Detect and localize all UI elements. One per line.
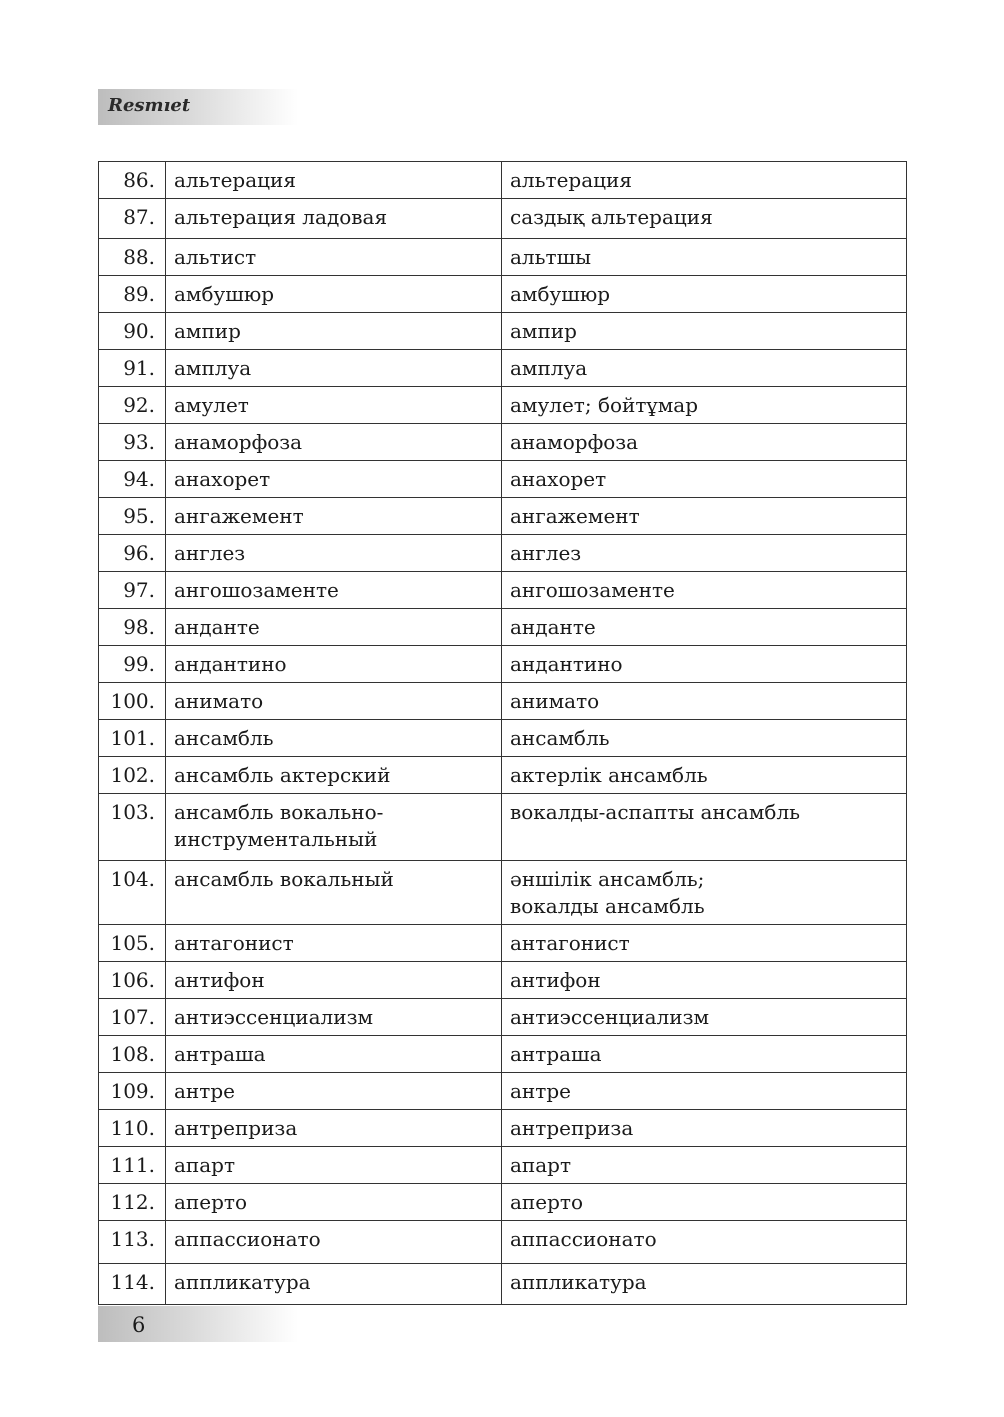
entry-number: 97.: [99, 572, 166, 609]
table-row: [99, 925, 907, 962]
russian-term: анаморфоза: [166, 424, 502, 461]
table-row: [99, 720, 907, 757]
table-row: [99, 683, 907, 720]
running-header-title: Resmıet: [108, 95, 191, 116]
kazakh-term: ангажемент: [502, 498, 907, 535]
table-row: [99, 572, 907, 609]
table-row: [99, 1110, 907, 1147]
table-row: [99, 424, 907, 461]
russian-term: анахорет: [166, 461, 502, 498]
entry-number: 107.: [99, 999, 166, 1036]
russian-term: андантино: [166, 646, 502, 683]
russian-term: ансамбль актерский: [166, 757, 502, 794]
table-row: [99, 794, 907, 861]
kazakh-term: антагонист: [502, 925, 907, 962]
kazakh-term: әншілік ансамбль; вокалды ансамбль: [502, 861, 907, 925]
entry-number: 86.: [99, 162, 166, 199]
kazakh-term: аперто: [502, 1184, 907, 1221]
table-row: [99, 461, 907, 498]
entry-number: 103.: [99, 794, 166, 861]
table-row: [99, 162, 907, 199]
kazakh-term: саздық альтерация: [502, 199, 907, 239]
glossary-table-body: [99, 162, 907, 1305]
entry-number: 106.: [99, 962, 166, 999]
russian-term: антреприза: [166, 1110, 502, 1147]
russian-term: ансамбль вокально- инструментальный: [166, 794, 502, 861]
kazakh-term: альтшы: [502, 239, 907, 276]
russian-term: амулет: [166, 387, 502, 424]
entry-number: 98.: [99, 609, 166, 646]
russian-term: антраша: [166, 1036, 502, 1073]
entry-number: 96.: [99, 535, 166, 572]
kazakh-term: ансамбль: [502, 720, 907, 757]
russian-term: альтист: [166, 239, 502, 276]
kazakh-term: антифон: [502, 962, 907, 999]
table-row: [99, 313, 907, 350]
kazakh-term: ампир: [502, 313, 907, 350]
kazakh-term: антраша: [502, 1036, 907, 1073]
kazakh-term: анимато: [502, 683, 907, 720]
entry-number: 92.: [99, 387, 166, 424]
russian-term: аппассионато: [166, 1221, 502, 1264]
russian-term: антиэссенциализм: [166, 999, 502, 1036]
russian-term: альтерация ладовая: [166, 199, 502, 239]
kazakh-term: альтерация: [502, 162, 907, 199]
table-row: [99, 1036, 907, 1073]
kazakh-term: апарт: [502, 1147, 907, 1184]
kazakh-term: амплуа: [502, 350, 907, 387]
kazakh-term: аппассионато: [502, 1221, 907, 1264]
glossary-table: [98, 161, 907, 1305]
russian-term: антагонист: [166, 925, 502, 962]
entry-number: 88.: [99, 239, 166, 276]
russian-term: анимато: [166, 683, 502, 720]
russian-term: ампир: [166, 313, 502, 350]
table-row: [99, 199, 907, 239]
entry-number: 102.: [99, 757, 166, 794]
entry-number: 104.: [99, 861, 166, 925]
russian-term: антифон: [166, 962, 502, 999]
table-row: [99, 535, 907, 572]
table-row: [99, 962, 907, 999]
table-row: [99, 350, 907, 387]
table-row: [99, 1184, 907, 1221]
entry-number: 90.: [99, 313, 166, 350]
kazakh-term: антре: [502, 1073, 907, 1110]
entry-number: 89.: [99, 276, 166, 313]
entry-number: 99.: [99, 646, 166, 683]
kazakh-term: амбушюр: [502, 276, 907, 313]
entry-number: 114.: [99, 1264, 166, 1305]
kazakh-term: ангошозаменте: [502, 572, 907, 609]
table-row: [99, 609, 907, 646]
entry-number: 91.: [99, 350, 166, 387]
kazakh-term: аппликатура: [502, 1264, 907, 1305]
footer-band: [98, 1306, 298, 1342]
kazakh-term: антреприза: [502, 1110, 907, 1147]
russian-term: ангажемент: [166, 498, 502, 535]
kazakh-term: амулет; бойтұмар: [502, 387, 907, 424]
russian-term: амбушюр: [166, 276, 502, 313]
russian-term: апарт: [166, 1147, 502, 1184]
table-row: [99, 646, 907, 683]
russian-term: аппликатура: [166, 1264, 502, 1305]
kazakh-term: анданте: [502, 609, 907, 646]
table-row: [99, 1221, 907, 1264]
entry-number: 109.: [99, 1073, 166, 1110]
russian-term: амплуа: [166, 350, 502, 387]
table-row: [99, 387, 907, 424]
kazakh-term: андантино: [502, 646, 907, 683]
table-row: [99, 999, 907, 1036]
table-row: [99, 1147, 907, 1184]
table-row: [99, 239, 907, 276]
table-row: [99, 498, 907, 535]
entry-number: 101.: [99, 720, 166, 757]
entry-number: 93.: [99, 424, 166, 461]
table-row: [99, 276, 907, 313]
entry-number: 95.: [99, 498, 166, 535]
entry-number: 108.: [99, 1036, 166, 1073]
kazakh-term: англез: [502, 535, 907, 572]
table-row: [99, 1264, 907, 1305]
kazakh-term: актерлік ансамбль: [502, 757, 907, 794]
page-number: 6: [132, 1313, 146, 1337]
russian-term: аперто: [166, 1184, 502, 1221]
entry-number: 94.: [99, 461, 166, 498]
table-row: [99, 757, 907, 794]
russian-term: ансамбль: [166, 720, 502, 757]
entry-number: 112.: [99, 1184, 166, 1221]
table-row: [99, 861, 907, 925]
entry-number: 100.: [99, 683, 166, 720]
russian-term: альтерация: [166, 162, 502, 199]
entry-number: 111.: [99, 1147, 166, 1184]
russian-term: антре: [166, 1073, 502, 1110]
entry-number: 113.: [99, 1221, 166, 1264]
kazakh-term: анахорет: [502, 461, 907, 498]
entry-number: 110.: [99, 1110, 166, 1147]
table-row: [99, 1073, 907, 1110]
russian-term: англез: [166, 535, 502, 572]
russian-term: ангошозаменте: [166, 572, 502, 609]
kazakh-term: вокалды-аспапты ансамбль: [502, 794, 907, 861]
entry-number: 105.: [99, 925, 166, 962]
kazakh-term: анаморфоза: [502, 424, 907, 461]
entry-number: 87.: [99, 199, 166, 239]
russian-term: анданте: [166, 609, 502, 646]
russian-term: ансамбль вокальный: [166, 861, 502, 925]
kazakh-term: антиэссенциализм: [502, 999, 907, 1036]
